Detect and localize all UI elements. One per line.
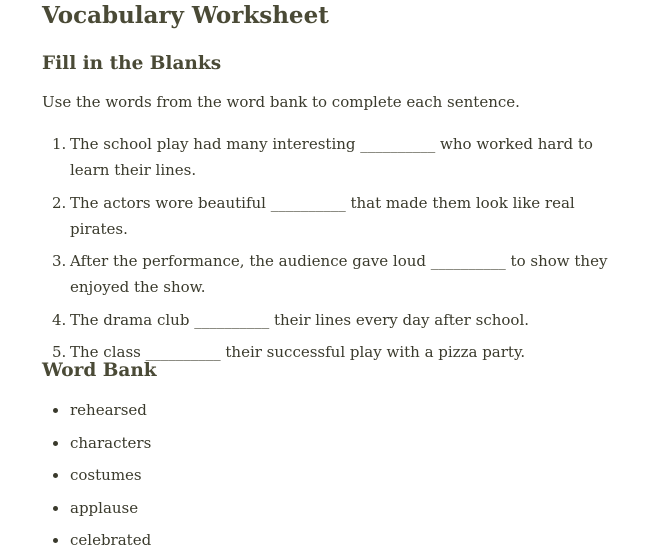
word-bank-item: [42, 495, 151, 521]
bullet-icon: [53, 473, 58, 478]
word-bank-word: characters: [70, 433, 152, 452]
sentence-item: [42, 307, 632, 333]
sentence-text: The drama club __________ their lines every day after school.: [70, 310, 530, 329]
instructions-text: Use the words from the word bank to complete each sentence.: [42, 93, 520, 111]
sentence-number: 2.: [52, 193, 67, 212]
sentence-text: The school play had many interesting __________ who worked hard to learn their lines.: [70, 135, 593, 179]
bullet-icon: [53, 441, 58, 446]
word-bank-item: [42, 430, 151, 456]
sentence-number: 1.: [52, 135, 67, 153]
sentence-number: 5.: [52, 343, 67, 361]
word-bank-item: [42, 527, 151, 553]
sentence-number: 3.: [52, 252, 67, 270]
bullet-icon: [53, 538, 58, 543]
word-bank-item: [42, 462, 151, 488]
word-bank-word: applause: [70, 498, 139, 517]
sentence-item: [42, 190, 632, 242]
word-bank-word: celebrated: [70, 531, 152, 549]
sentence-item: [42, 248, 632, 300]
word-bank-word: costumes: [70, 466, 142, 484]
word-bank-word: rehearsed: [70, 401, 147, 419]
sentence-text: The actors wore beautiful __________ that made them look like real pirates.: [70, 193, 575, 238]
sentence-number: 4.: [52, 310, 67, 329]
sentence-list: [42, 131, 632, 372]
bullet-icon: [53, 408, 58, 413]
bullet-icon: [53, 506, 58, 511]
sentence-item: [42, 131, 632, 183]
word-bank-list: [42, 397, 151, 560]
fill-in-blanks-heading: Fill in the Blanks: [42, 53, 222, 74]
word-bank-heading: Word Bank: [42, 360, 157, 381]
sentence-text: After the performance, the audience gave loud __________ to show they enjoyed the show.: [70, 252, 608, 296]
page-title: Vocabulary Worksheet: [42, 2, 329, 29]
sentence-text: The class __________ their successful play with a pizza party.: [70, 343, 526, 361]
word-bank-item: [42, 397, 151, 423]
